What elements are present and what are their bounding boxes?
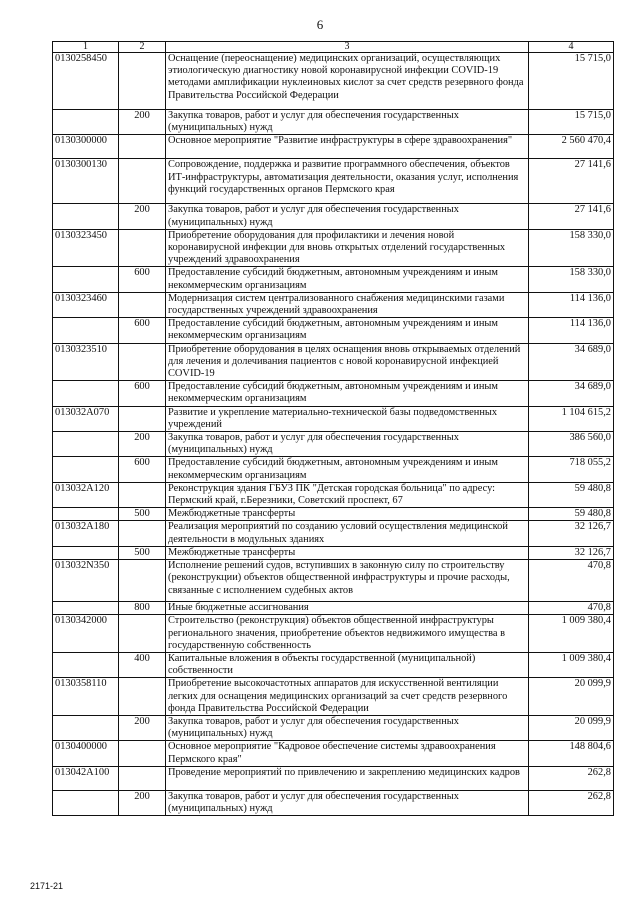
row-expense-type — [119, 53, 166, 110]
table-row — [53, 602, 614, 615]
row-description: Межбюджетные трансферты — [166, 508, 529, 521]
row-code: 0130342000 — [53, 615, 119, 653]
row-description: Оснащение (переоснащение) медицинских организаций, осуществляющих этиологическую диагностику новой коронавирусной инфекции COVID-19 методами амплификации нуклеиновых кислот за счет средств резервного фонда Правительства Российской Федерации — [166, 53, 529, 110]
row-amount: 1 009 380,4 — [529, 652, 614, 677]
row-description: Предоставление субсидий бюджетным, автономным учреждениям и иным некоммерческим организациям — [166, 457, 529, 482]
row-description: Сопровождение, поддержка и развитие программного обеспечения, объектов ИТ-инфраструктуры, автоматизация деятельности, оказания услуг, исполнения функций государственных органов Пермского края — [166, 159, 529, 204]
row-code — [53, 381, 119, 406]
row-expense-type: 200 — [119, 432, 166, 457]
table-row — [53, 267, 614, 292]
row-description: Закупка товаров, работ и услуг для обеспечения государственных (муниципальных) нужд — [166, 432, 529, 457]
row-description: Развитие и укрепление материально-технической базы подведомственных учреждений — [166, 406, 529, 431]
row-description: Основное мероприятие "Развитие инфраструктуры в сфере здравоохранения" — [166, 135, 529, 159]
row-code — [53, 546, 119, 559]
row-code: 0130323460 — [53, 292, 119, 317]
row-description: Основное мероприятие "Кадровое обеспечение системы здравоохранения Пермского края" — [166, 741, 529, 766]
row-description: Капитальные вложения в объекты государственной (муниципальной) собственности — [166, 652, 529, 677]
row-amount: 27 141,6 — [529, 204, 614, 229]
row-amount: 718 055,2 — [529, 457, 614, 482]
row-description: Приобретение оборудования в целях оснащения вновь открываемых отделений для лечения и долечивания пациентов с новой коронавирусной инфекцией COVID-19 — [166, 343, 529, 381]
column-header-type: 2 — [119, 42, 166, 53]
table-row — [53, 715, 614, 740]
row-amount: 148 804,6 — [529, 741, 614, 766]
row-code — [53, 432, 119, 457]
row-description: Межбюджетные трансферты — [166, 546, 529, 559]
row-amount: 470,8 — [529, 602, 614, 615]
table-row — [53, 766, 614, 790]
table-row — [53, 482, 614, 507]
row-code — [53, 267, 119, 292]
row-description: Закупка товаров, работ и услуг для обеспечения государственных (муниципальных) нужд — [166, 110, 529, 135]
row-description: Исполнение решений судов, вступивших в законную силу по строительству (реконструкции) объектов общественной инфраструктуры и прочие расходы, связанные с исполнением судебных актов — [166, 560, 529, 602]
row-expense-type — [119, 482, 166, 507]
row-amount: 114 136,0 — [529, 292, 614, 317]
row-description: Закупка товаров, работ и услуг для обеспечения государственных (муниципальных) нужд — [166, 204, 529, 229]
row-amount: 386 560,0 — [529, 432, 614, 457]
table-row — [53, 790, 614, 815]
row-expense-type: 600 — [119, 381, 166, 406]
row-description: Предоставление субсидий бюджетным, автономным учреждениям и иным некоммерческим организациям — [166, 267, 529, 292]
row-expense-type — [119, 406, 166, 431]
row-amount: 15 715,0 — [529, 53, 614, 110]
row-expense-type: 800 — [119, 602, 166, 615]
row-amount: 32 126,7 — [529, 521, 614, 546]
row-code: 0130300130 — [53, 159, 119, 204]
row-amount: 34 689,0 — [529, 343, 614, 381]
table-row — [53, 110, 614, 135]
row-expense-type — [119, 678, 166, 716]
row-code: 0130300000 — [53, 135, 119, 159]
column-header-code: 1 — [53, 42, 119, 53]
row-code — [53, 204, 119, 229]
row-code: 013032A180 — [53, 521, 119, 546]
row-description: Предоставление субсидий бюджетным, автономным учреждениям и иным некоммерческим организациям — [166, 318, 529, 343]
row-description: Закупка товаров, работ и услуг для обеспечения государственных (муниципальных) нужд — [166, 790, 529, 815]
row-expense-type — [119, 560, 166, 602]
table-row — [53, 406, 614, 431]
row-code: 013042A100 — [53, 766, 119, 790]
row-code: 013032A120 — [53, 482, 119, 507]
row-expense-type: 200 — [119, 110, 166, 135]
table-row — [53, 546, 614, 559]
row-code: 0130400000 — [53, 741, 119, 766]
row-amount: 27 141,6 — [529, 159, 614, 204]
table-header-row — [53, 42, 614, 53]
row-expense-type — [119, 343, 166, 381]
table-row — [53, 652, 614, 677]
row-expense-type: 200 — [119, 204, 166, 229]
table-row — [53, 678, 614, 716]
row-description: Закупка товаров, работ и услуг для обеспечения государственных (муниципальных) нужд — [166, 715, 529, 740]
table-row — [53, 229, 614, 267]
row-amount: 34 689,0 — [529, 381, 614, 406]
page-number: 6 — [316, 17, 324, 32]
document-id: 2171-21 — [30, 881, 64, 891]
row-code: 0130323510 — [53, 343, 119, 381]
row-expense-type — [119, 159, 166, 204]
table-row — [53, 318, 614, 343]
row-code: 0130358110 — [53, 678, 119, 716]
row-amount: 1 104 615,2 — [529, 406, 614, 431]
row-expense-type: 500 — [119, 546, 166, 559]
row-amount: 262,8 — [529, 766, 614, 790]
row-amount: 32 126,7 — [529, 546, 614, 559]
row-amount: 158 330,0 — [529, 267, 614, 292]
row-expense-type — [119, 766, 166, 790]
table-row — [53, 135, 614, 159]
column-header-amount: 4 — [529, 42, 614, 53]
row-expense-type: 600 — [119, 318, 166, 343]
row-description: Реконструкция здания ГБУЗ ПК "Детская городская больница" по адресу: Пермский край, г.Березники, Советский проспект, 67 — [166, 482, 529, 507]
row-amount: 15 715,0 — [529, 110, 614, 135]
row-amount: 262,8 — [529, 790, 614, 815]
row-description: Модернизация систем централизованного снабжения медицинскими газами государственных учреждений здравоохранения — [166, 292, 529, 317]
row-amount: 59 480,8 — [529, 508, 614, 521]
row-description: Реализация мероприятий по созданию условий осуществления медицинской деятельности в модульных зданиях — [166, 521, 529, 546]
table-row — [53, 159, 614, 204]
table-row — [53, 615, 614, 653]
table-row — [53, 741, 614, 766]
row-amount: 470,8 — [529, 560, 614, 602]
row-amount: 114 136,0 — [529, 318, 614, 343]
row-code — [53, 790, 119, 815]
row-code — [53, 110, 119, 135]
table-row — [53, 204, 614, 229]
row-description: Приобретение оборудования для профилактики и лечения новой коронавирусной инфекции для вновь открытых отделений государственных учреждений здравоохранения — [166, 229, 529, 267]
row-code: 0130323450 — [53, 229, 119, 267]
row-code: 013032A070 — [53, 406, 119, 431]
row-description: Иные бюджетные ассигнования — [166, 602, 529, 615]
row-code — [53, 457, 119, 482]
row-expense-type — [119, 229, 166, 267]
row-code — [53, 652, 119, 677]
row-expense-type: 200 — [119, 790, 166, 815]
row-description: Проведение мероприятий по привлечению и закреплению медицинских кадров — [166, 766, 529, 790]
table-row — [53, 457, 614, 482]
row-expense-type: 500 — [119, 508, 166, 521]
table-row — [53, 381, 614, 406]
row-expense-type — [119, 615, 166, 653]
row-expense-type — [119, 521, 166, 546]
table-row — [53, 508, 614, 521]
row-description: Строительство (реконструкция) объектов общественной инфраструктуры регионального значения, приобретение объектов недвижимого имущества в государственную собственность — [166, 615, 529, 653]
column-header-name: 3 — [166, 42, 529, 53]
row-code — [53, 715, 119, 740]
row-code: 0130258450 — [53, 53, 119, 110]
row-description: Приобретение высокочастотных аппаратов для искусственной вентиляции легких для оснащения медицинских организаций за счет средств резервного фонда Правительства Российской Федерации — [166, 678, 529, 716]
row-expense-type — [119, 135, 166, 159]
row-code — [53, 318, 119, 343]
row-amount: 158 330,0 — [529, 229, 614, 267]
table-row — [53, 560, 614, 602]
table-row — [53, 53, 614, 110]
table-row — [53, 521, 614, 546]
row-expense-type: 400 — [119, 652, 166, 677]
row-expense-type — [119, 741, 166, 766]
row-amount: 1 009 380,4 — [529, 615, 614, 653]
table-row — [53, 432, 614, 457]
row-amount: 2 560 470,4 — [529, 135, 614, 159]
table-body — [53, 53, 614, 816]
row-expense-type: 600 — [119, 457, 166, 482]
row-expense-type — [119, 292, 166, 317]
table-row — [53, 343, 614, 381]
row-expense-type: 200 — [119, 715, 166, 740]
row-code: 013032N350 — [53, 560, 119, 602]
row-amount: 20 099,9 — [529, 715, 614, 740]
row-amount: 59 480,8 — [529, 482, 614, 507]
row-amount: 20 099,9 — [529, 678, 614, 716]
row-description: Предоставление субсидий бюджетным, автономным учреждениям и иным некоммерческим организациям — [166, 381, 529, 406]
row-expense-type: 600 — [119, 267, 166, 292]
table-row — [53, 292, 614, 317]
budget-table — [52, 41, 614, 816]
row-code — [53, 602, 119, 615]
row-code — [53, 508, 119, 521]
